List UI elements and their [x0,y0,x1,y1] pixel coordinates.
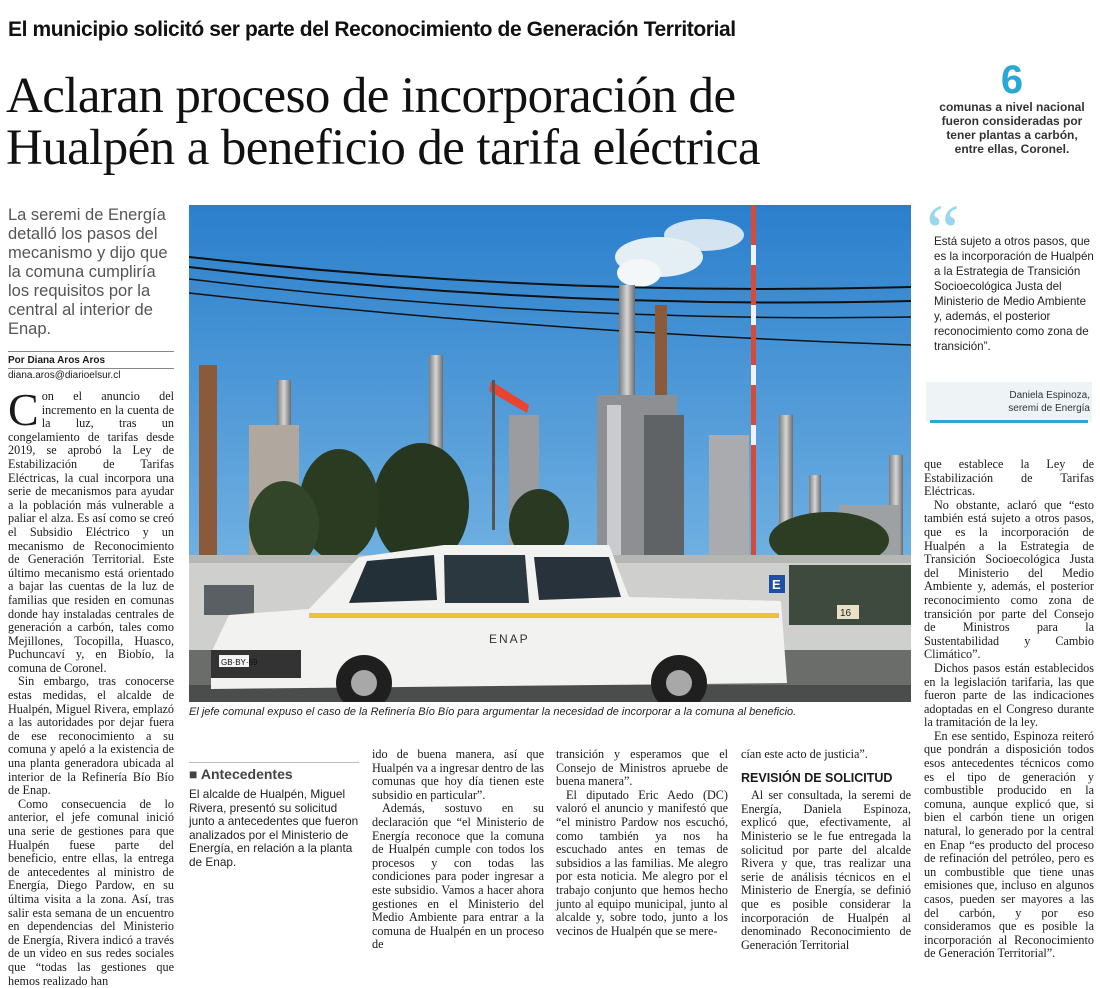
byline-email[interactable]: diana.aros@diarioelsur.cl [8,370,121,381]
kicker: El municipio solicitó ser parte del Reconocimiento de Generación Territorial [8,18,736,41]
quote-author: Daniela Espinoza, [1009,390,1090,401]
antecedentes-title: ■ Antecedentes [189,762,359,782]
photo-caption: El jefe comunal expuso el caso de la Refinería Bío Bío para argumentar la necesidad de incorporar a la comuna al beneficio. [189,706,797,718]
quote-text: Está sujeto a otros pasos, que es la incorporación de Hualpén a la Estrategia de Transición Socioecológica Justa del Ministerio de Medio Ambiente y, además, el posterior reconocimiento como zona de transición”. [934,235,1094,353]
photo-sign-16: 16 [840,608,852,619]
quote-accent-bar [930,420,1088,423]
license-plate: GB·BY·69 [221,658,258,667]
fact-text: comunas a nivel nacional fueron consideradas por tener plantas a carbón, entre ellas, Coronel. [939,100,1085,156]
paragraph: Al ser consultada, la seremi de Energía, Daniela Espinoza, explicó que, efectivamente, al Ministerio se le fue entregada la solicitud por parte del alcalde Rivera y que, tras realizar una serie de análisis técnicos en el Ministerio de Energía, se definió que es posible considerar la incorporación de Hualpén al denominado Reconocimiento de Generación Territorial [741,788,911,952]
quote-mark-icon: “ [926,190,960,274]
body-column-1 [8,384,174,988]
fact-number: 6 [1000,58,1024,102]
body-column-3 [556,748,728,938]
paragraph: No obstante, aclaró que “esto también está sujeto a otros pasos, que es la incorporación de Hualpén a la Estrategia de Transición Socioecológica Justa del Ministerio del Medio Ambiente y, además, el posterior reconocimiento como zona de transición por parte del Consejo de Ministros para la Sustentabilidad y Cambio Climático”. [924,497,1094,662]
paragraph: En ese sentido, Espinoza reiteró que pondrán a disposición todos esos antecedentes técnicos como es el tipo de generación y combustible producido en la comuna, aunque explicó que, si bien el carbón tiene un origen natural, lo generado por la central en Enap “es producto del proceso de refinación del petróleo, pero es un combustible que tiene unas emisiones que, incluso en algunos casos, pueden ser mayores a las del carbón, y por eso consideramos que es posible la incorporación al Reconocimiento de Generación Territorial”. [924,728,1094,961]
deck: La seremi de Energía detalló los pasos del mecanismo y dijo que la comuna cumpliría los requisitos por la central al interior de Enap. [8,206,168,338]
paragraph: Sin embargo, tras conocerse estas medidas, el alcalde de Hualpén, Miguel Rivera, emplazó a las autoridades por dejar fuera de ese reconocimiento a su comuna y apeló a la existencia de una planta generadora ubicada al interior de la Refinería Bío Bío de Enap. [8,674,174,798]
paragraph: ido de buena manera, así que Hualpén va a ingresar dentro de las comunas que hoy día tienen este subsidio en particular”. [372,747,544,802]
paragraph: Además, sostuvo en su declaración que “el Ministerio de Energía reconoce que la comuna de Hualpén cumple con todos los procesos y con todas las condiciones para poder ingresar a este subsidio. Vamos a hacer ahora gestiones en el Ministerio del Medio Ambiente para entrar a la comuna de Hualpén en un proceso de [372,801,544,952]
quote-attribution [940,389,1090,415]
paragraph: Como consecuencia de lo anterior, el jefe comunal inició una serie de gestiones para que Hualpén fuese parte del beneficio, entre ellas, la entrega de antecedentes al ministro de Energía, Diego Pardow, en su última visita a la zona. Así, tras salir esta semana de un encuentro en dependencias del Ministerio de Energía, Rivera indicó a través de un video en sus redes sociales que “todas las gestiones que hemos realizado han [8,796,174,988]
truck-logo-text: ENAP [489,632,530,646]
quote-role: seremi de Energía [1008,403,1090,414]
byline-name: Por Diana Aros Aros [8,354,174,369]
body-column-5 [924,458,1094,961]
headline: Aclaran proceso de incorporación de Hualpén a beneficio de tarifa eléctrica [6,68,760,176]
section-subhead: REVISIÓN DE SOLICITUD [741,770,893,785]
paragraph: Dichos pasos están establecidos en la legislación tarifaria, las que fueron parte de las indicaciones adoptadas en el Congreso durante la tramitación de la ley. [924,660,1094,730]
pull-quote [926,190,1094,424]
body-column-2 [372,748,544,952]
paragraph: que establece la Ley de Estabilización de Tarifas Eléctricas. [924,457,1094,499]
paragraph: transición y esperamos que el Consejo de Ministros apruebe de buena manera”. [556,747,728,789]
paragraph: cían este acto de justicia”. [741,747,868,761]
antecedentes-box [189,762,359,869]
drop-cap: C [8,384,39,435]
photo-sign-e: E [772,577,781,592]
antecedentes-text: El alcalde de Hualpén, Miguel Rivera, presentó su solicitud junto a antecedentes que fueron analizados por el Ministerio de Energía, en relación a la planta de Enap. [189,787,359,869]
paragraph: Con el anuncio del incremento en la cuenta de la luz, tras un congelamiento de tarifas desde 2019, se aprobó la Ley de Estabilización de Tarifas Eléctricas, la cual incorpora una serie de mecanismos para ayudar a la población más vulnerable a paliar el alza. Es así como se creó el Subsidio Eléctrico y un mecanismo de Reconocimiento de Generación Territorial. Este último mecanismo está orientado a bajar las cuentas de la luz de familias que residen en comunas donde hay instaladas centrales de generación a carbón, tales como Mejillones, Tocopilla, Huasco, Puchuncaví y, en Biobío, la comuna de Coronel. [8,384,174,675]
body-column-4 [741,748,911,952]
byline [8,351,174,383]
fact-box [936,60,1088,156]
paragraph: El diputado Eric Aedo (DC) valoró el anuncio y manifestó que “el ministro Pardow nos escuchó, como también ya nos ha escuchado antes en temas de subsidios a las familias. Me alegro por esta noticia. Me alegro por el trabajo conjunto que hemos hecho junto al equipo municipal, junto al alcalde y, sobre todo, junto a los vecinos de Hualpén que se mere- [556,787,728,938]
refinery-photo [189,205,911,702]
